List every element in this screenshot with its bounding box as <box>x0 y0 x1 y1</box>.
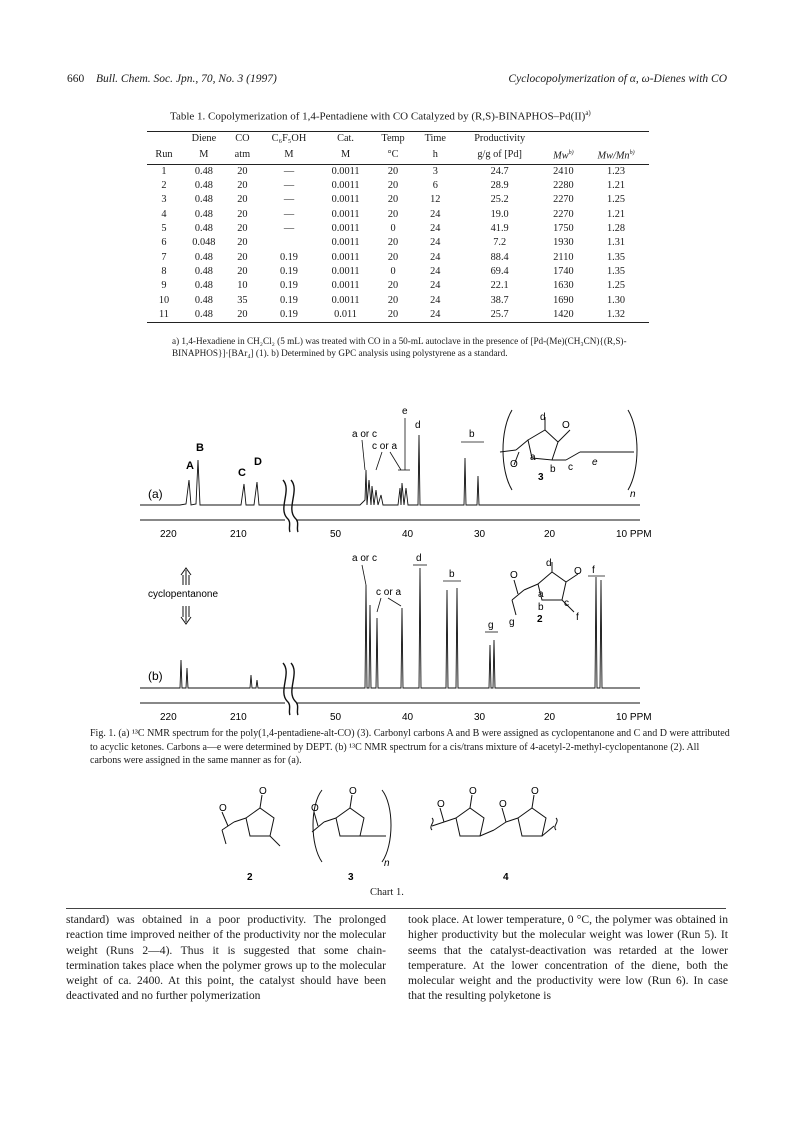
table-caption-sup: a) <box>585 109 591 117</box>
tick-b-220: 220 <box>160 712 177 723</box>
chart-3-O2: O <box>349 786 357 797</box>
table-cell: 7 <box>161 251 167 263</box>
journal-citation: Bull. Chem. Soc. Jpn., 70, No. 3 (1997) <box>96 73 277 85</box>
table-cell: — <box>283 165 295 177</box>
table-cell: 0.48 <box>194 223 213 235</box>
table-row <box>147 236 649 250</box>
nmr-figure <box>0 400 793 725</box>
table-cell: 1420 <box>544 308 583 323</box>
compound-label-2: 2 <box>537 614 543 625</box>
table-row <box>147 265 649 279</box>
th1: Productivity <box>456 132 544 147</box>
body-column-right: took place. At lower temperature, 0 °C, the polymer was obtained in higher productivity but the molecular weight was lower (Run 5). It seems that the catalyst-deactivation was retarded at the lower temperature. At the lower concentration of the diene, both the molecular weight and the productivity were low (Run 6). In case that the resulting polyketone is <box>408 913 728 1003</box>
table-cell: 11 <box>147 308 181 323</box>
table-cell: 20 <box>237 265 248 277</box>
table-cell: 24 <box>430 208 441 220</box>
table-cell: 24.7 <box>490 165 509 177</box>
table-cell: 20 <box>237 251 248 263</box>
n-subscript-3: n <box>630 489 636 500</box>
th2: h <box>415 146 456 164</box>
peak-label-B: B <box>196 442 204 454</box>
table-cell: 28.9 <box>490 180 509 192</box>
table-cell: 0.0011 <box>331 265 360 277</box>
chart-structure-3 <box>312 790 391 862</box>
table-cell: 1 <box>161 165 167 177</box>
table-cell: 1.35 <box>607 251 626 263</box>
arrow-b-c2 <box>388 598 401 606</box>
table-cell: 1.21 <box>607 208 626 220</box>
table-cell: 0 <box>390 265 396 277</box>
table-cell: 2410 <box>553 165 574 177</box>
table-row <box>147 279 649 293</box>
atom-3-e: e <box>592 457 598 468</box>
table-cell: 3 <box>161 194 167 206</box>
peak-label-b-f: f <box>592 565 595 576</box>
tick-a-20: 20 <box>544 529 556 540</box>
chart-2-O1: O <box>219 803 227 814</box>
table-header-row-2 <box>147 146 649 164</box>
table-cell: 88.4 <box>490 251 509 263</box>
table-row <box>147 293 649 307</box>
chart-n: n <box>384 858 390 869</box>
table-cell: 1.31 <box>607 237 626 249</box>
table-cell: 24 <box>430 237 441 249</box>
tick-b-40: 40 <box>402 712 414 723</box>
table-cell: 0.0011 <box>331 280 360 292</box>
chart-4-O1: O <box>437 799 445 810</box>
table-row <box>147 164 649 179</box>
atom-3-a: a <box>530 452 536 463</box>
table-cell: 19.0 <box>490 208 509 220</box>
table-cell: 1.25 <box>607 280 626 292</box>
table-cell: 0 <box>390 223 396 235</box>
arrow-b-c1 <box>377 598 381 612</box>
atom-2-a: a <box>538 589 544 600</box>
th2: M <box>181 146 227 164</box>
tick-a-40: 40 <box>402 529 414 540</box>
table-cell: 2270 <box>553 208 574 220</box>
atom-3-c: c <box>568 462 573 473</box>
table-cell: 20 <box>387 165 399 177</box>
arrow-up <box>181 568 191 585</box>
atom-3-O1: O <box>510 459 518 470</box>
table-cell: 20 <box>387 208 399 220</box>
peak-label-d: d <box>415 420 421 431</box>
peak-label-b-a-or-c: a or c <box>352 553 378 564</box>
th2: atm <box>227 146 258 164</box>
chart-4-O4: O <box>531 786 539 797</box>
table-cell: 20 <box>237 208 248 220</box>
table-row <box>147 222 649 236</box>
th2: M <box>320 146 371 164</box>
table-cell: 0.0011 <box>331 251 360 263</box>
table-cell: 0.0011 <box>331 165 360 177</box>
table-cell: 20 <box>387 251 399 263</box>
atom-3-O2: O <box>562 420 570 431</box>
atom-2-O2: O <box>574 566 582 577</box>
table-cell: 5 <box>161 223 167 235</box>
chart-label-4: 4 <box>503 872 509 883</box>
mw-header: Mw <box>553 150 569 162</box>
table-cell: 0.48 <box>194 165 213 177</box>
table-cell: 0.0011 <box>331 294 360 306</box>
table-cell: 1.21 <box>607 180 626 192</box>
peak-label-A: A <box>186 460 194 472</box>
table-footnote: a) 1,4-Hexadiene in CH₂Cl₂ (5 mL) was treated with CO in a 50-mL autoclave in the presence of [Pd-(Me)(CH₃CN){(R,S)-BINAPHOS}]·[BAr₄] (1). b) Determined by GPC analysis using polystyrene as a standard. <box>172 336 627 358</box>
atom-2-b: b <box>538 602 544 613</box>
table-cell: 22.1 <box>490 280 509 292</box>
table-cell: 0.48 <box>194 194 213 206</box>
th2: °C <box>371 146 415 164</box>
table-cell: 24 <box>430 265 441 277</box>
axis-break-a2 <box>291 480 298 532</box>
table-cell: 24 <box>430 294 441 306</box>
peak-label-c-or-a: c or a <box>372 441 398 452</box>
arrow-b-a <box>362 565 366 585</box>
table-cell: 20 <box>227 308 258 323</box>
peak-label-e: e <box>402 406 408 417</box>
table-cell: 20 <box>387 294 399 306</box>
table-cell: 25.7 <box>456 308 544 323</box>
tick-a-50: 50 <box>330 529 342 540</box>
table-cell: 0.0011 <box>331 237 360 249</box>
table-cell: 0.48 <box>194 265 213 277</box>
th2 <box>544 146 583 164</box>
table-cell: 0.0011 <box>331 223 360 235</box>
pdi-sup: b) <box>629 150 635 157</box>
th2: Run <box>147 146 181 164</box>
th1: C₆F₅OH <box>258 132 320 147</box>
table-cell: 20 <box>237 165 248 177</box>
atom-2-f: f <box>576 612 579 623</box>
arrow-c-right <box>390 452 401 470</box>
table-cell: 41.9 <box>490 223 509 235</box>
table-cell: 2110 <box>553 251 574 263</box>
table-cell: 1.30 <box>607 294 626 306</box>
th1: Temp <box>371 132 415 147</box>
table-cell: 0.19 <box>279 251 298 263</box>
table-cell: 9 <box>161 280 167 292</box>
table-cell: 10 <box>237 280 248 292</box>
table-cell: 1.28 <box>607 223 626 235</box>
table-cell: 0.0011 <box>331 194 360 206</box>
th2: M <box>258 146 320 164</box>
atom-3-b: b <box>550 464 556 475</box>
table-cell: 0.48 <box>194 208 213 220</box>
atom-3-d: d <box>540 412 546 423</box>
table-cell: 0.048 <box>192 237 216 249</box>
body-column-left: standard) was obtained in a poor productivity. The prolonged reaction time improved neither of the productivity nor the molecular weight (Runs 2—4). Thus it is suggested that some chain-termination takes place when the polymer grows up to the molecular weight of ca. 2400. At this point, the catalyst should have been deactivated and no further polymerization <box>66 913 386 1003</box>
chart-4-O2: O <box>469 786 477 797</box>
atom-2-O1: O <box>510 570 518 581</box>
table-cell: 1740 <box>553 265 574 277</box>
table-cell: 20 <box>387 237 399 249</box>
chart-label-3: 3 <box>348 872 354 883</box>
tick-a-10ppm: 10 PPM <box>616 529 652 540</box>
table-cell: 1.25 <box>607 194 626 206</box>
running-title: Cyclocopolymerization of α, ω-Dienes with CO <box>508 73 727 85</box>
peak-label-D: D <box>254 456 262 468</box>
table-cell: 7.2 <box>493 237 507 249</box>
axis-break-b2 <box>291 663 298 715</box>
table-cell: 0.48 <box>194 294 213 306</box>
table-cell: 24 <box>430 223 441 235</box>
th1: CO <box>227 132 258 147</box>
arrow-c-left <box>376 452 382 470</box>
table-cell: 0.19 <box>279 265 298 277</box>
tick-b-10ppm: 10 PPM <box>616 712 652 723</box>
pdi-header: Mw/Mn <box>597 150 630 162</box>
peak-label-a-or-c: a or c <box>352 429 378 440</box>
table-cell: 0.0011 <box>331 180 360 192</box>
table-cell: 1690 <box>553 294 574 306</box>
peak-label-b-d: d <box>416 553 422 564</box>
chart-3-O1: O <box>311 803 319 814</box>
table-1 <box>147 131 649 323</box>
table-cell: 4 <box>161 208 167 220</box>
th1 <box>544 132 583 147</box>
table-cell: 0.48 <box>194 280 213 292</box>
mw-sup: b) <box>568 150 574 157</box>
table-cell: 1.23 <box>607 165 626 177</box>
tick-b-20: 20 <box>544 712 556 723</box>
th2 <box>583 146 649 164</box>
table-cell: 0.19 <box>279 280 298 292</box>
table-cell: 0.0011 <box>331 208 360 220</box>
chart-4-O3: O <box>499 799 507 810</box>
peak-label-b-c-or-a: c or a <box>376 587 402 598</box>
tick-a-210: 210 <box>230 529 247 540</box>
table-cell: 35 <box>237 294 248 306</box>
table-cell: 0.19 <box>258 308 320 323</box>
table-row <box>147 193 649 207</box>
table-cell: 2270 <box>553 194 574 206</box>
table-cell: — <box>283 208 295 220</box>
chart-structure-2 <box>222 795 280 846</box>
table-cell: 3 <box>432 165 438 177</box>
axis-break-b <box>283 663 290 715</box>
table-cell: 20 <box>237 194 248 206</box>
panel-b-label: (b) <box>148 669 163 683</box>
table-cell: 20 <box>237 223 248 235</box>
table-cell: 20 <box>387 194 399 206</box>
th1: Time <box>415 132 456 147</box>
table-cell: 69.4 <box>490 265 509 277</box>
table-caption <box>170 109 591 123</box>
table-header-row-1 <box>147 132 649 147</box>
axis-break-a <box>283 480 290 532</box>
table-cell: — <box>283 223 295 235</box>
table-cell: — <box>283 194 295 206</box>
table-cell: 1.32 <box>583 308 649 323</box>
table-cell: 0.48 <box>194 251 213 263</box>
atom-2-d: d <box>546 558 552 569</box>
atom-2-g: g <box>509 617 515 628</box>
table-cell: 1.35 <box>607 265 626 277</box>
table-row <box>147 208 649 222</box>
table-cell <box>258 236 320 250</box>
tick-b-30: 30 <box>474 712 486 723</box>
panel-a-label: (a) <box>148 487 163 501</box>
compound-label-3: 3 <box>538 472 544 483</box>
arrow-down <box>181 606 191 624</box>
th1 <box>147 132 181 147</box>
table-cell: 6 <box>432 180 438 192</box>
table-row <box>147 251 649 265</box>
table-cell: 1930 <box>553 237 574 249</box>
table-cell: 0.48 <box>194 180 213 192</box>
page-number: 660 <box>67 73 85 85</box>
arrow-a <box>362 440 365 470</box>
table-cell: — <box>283 180 295 192</box>
cyclopentanone-label: cyclopentanone <box>148 589 219 600</box>
table-cell: 24 <box>415 308 456 323</box>
peak-label-b-b: b <box>449 569 455 580</box>
tick-a-220: 220 <box>160 529 177 540</box>
table-cell: 0.19 <box>279 294 298 306</box>
chart-structure-4 <box>431 795 557 836</box>
table-cell: 0.011 <box>320 308 371 323</box>
th2: g/g of [Pd] <box>456 146 544 164</box>
peak-label-b-g: g <box>488 620 494 631</box>
table-cell: 2 <box>161 180 167 192</box>
table-cell: 20 <box>387 180 399 192</box>
peak-label-b: b <box>469 429 475 440</box>
table-cell: 24 <box>430 280 441 292</box>
atom-2-c: c <box>564 598 569 609</box>
table-cell: 8 <box>161 265 167 277</box>
table-cell: 10 <box>158 294 170 306</box>
table-cell: 24 <box>430 251 441 263</box>
table-cell: 20 <box>237 237 248 249</box>
chart-caption: Chart 1. <box>370 887 404 898</box>
table-cell: 2280 <box>553 180 574 192</box>
tick-b-210: 210 <box>230 712 247 723</box>
table-cell: 1630 <box>553 280 574 292</box>
table-cell: 38.7 <box>490 294 509 306</box>
peak-label-C: C <box>238 467 246 479</box>
table-cell: 6 <box>161 237 167 249</box>
th1: Diene <box>181 132 227 147</box>
chart-2-O2: O <box>259 786 267 797</box>
tick-a-30: 30 <box>474 529 486 540</box>
table-caption-text: Table 1. Copolymerization of 1,4-Pentadiene with CO Catalyzed by (R,S)-BINAPHOS–Pd(II) <box>170 110 586 123</box>
table-cell: 20 <box>237 180 248 192</box>
section-rule <box>66 908 726 909</box>
chart-1-structures <box>0 780 793 895</box>
table-row <box>147 179 649 193</box>
table-cell: 0.48 <box>181 308 227 323</box>
th1 <box>583 132 649 147</box>
table-cell: 20 <box>387 280 399 292</box>
table-cell: 1750 <box>553 223 574 235</box>
chart-label-2: 2 <box>247 872 253 883</box>
table-cell: 20 <box>371 308 415 323</box>
table-cell: 12 <box>430 194 441 206</box>
table-body <box>147 164 649 322</box>
tick-b-50: 50 <box>330 712 342 723</box>
figure-caption: Fig. 1. (a) ¹³C NMR spectrum for the poly(1,4-pentadiene-alt-CO) (3). Carbonyl carbons A and B were assigned as cyclopentanone and C and D were attributed to acyclic ketones. Carbons a—e were determined by DEPT. (b) ¹³C NMR spectrum for a cis/trans mixture of 4-acetyl-2-methyl-cyclopentanone (2). All carbons were assigned in the same manner as for (a). <box>90 728 730 766</box>
th1: Cat. <box>320 132 371 147</box>
table-cell: 25.2 <box>490 194 509 206</box>
table-row <box>147 308 649 323</box>
